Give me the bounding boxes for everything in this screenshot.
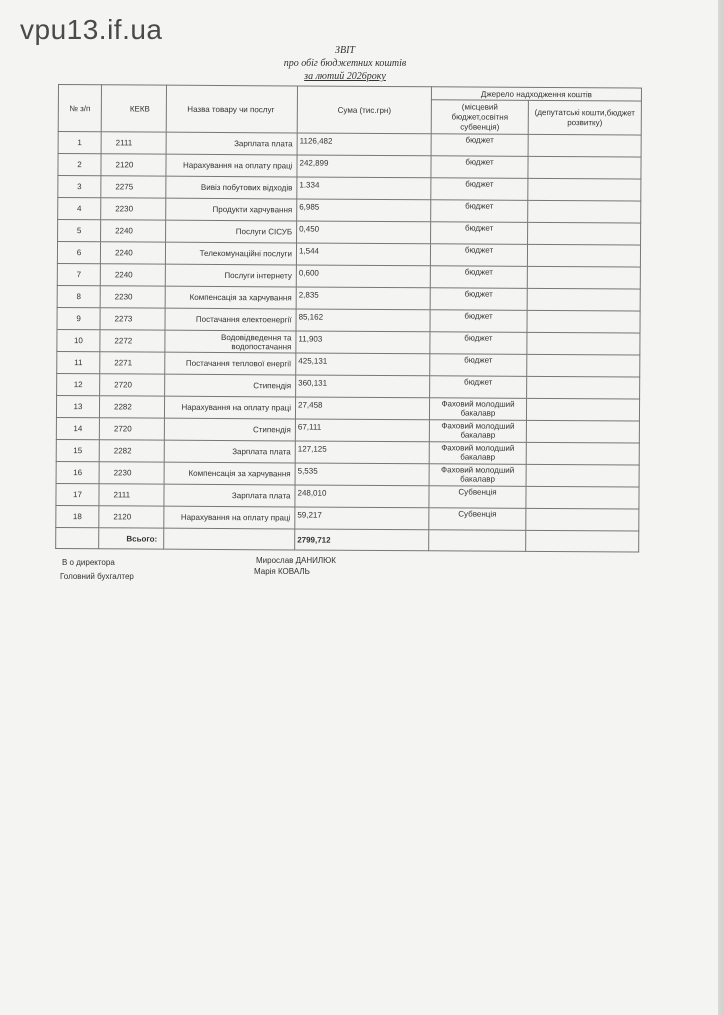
row-sum-text: 59,217 xyxy=(297,510,322,520)
row-sum xyxy=(297,177,431,200)
row-name xyxy=(164,440,295,463)
header-sum: Сума (тис.грн) xyxy=(297,86,431,134)
row-kekv-text: 2282 xyxy=(113,446,132,456)
row-name xyxy=(166,198,297,221)
row-kekv-text: 2240 xyxy=(114,248,133,258)
row-kekv xyxy=(100,374,165,396)
row-kekv xyxy=(100,242,165,264)
header-kekv: КЕКВ xyxy=(101,85,166,132)
row-kekv-text: 2272 xyxy=(114,336,133,346)
row-kekv xyxy=(100,308,165,330)
row-name-text: Нарахування на оплату праці xyxy=(182,160,293,171)
row-deputy xyxy=(526,464,639,487)
row-sum-text: 1,544 xyxy=(298,246,320,256)
row-source-text: бюджет xyxy=(465,135,494,145)
row-sum xyxy=(297,199,431,222)
row-name-text: Зарплата плата xyxy=(234,139,293,149)
row-name xyxy=(165,330,296,353)
row-kekv xyxy=(100,264,165,286)
row-name xyxy=(164,396,295,419)
row-num xyxy=(56,439,99,461)
row-source-text: бюджет xyxy=(465,179,494,189)
row-source-text: Фаховий молодший бакалавр xyxy=(441,398,515,418)
row-kekv-text: 2271 xyxy=(114,358,133,368)
row-source xyxy=(431,156,528,179)
row-source-text: бюджет xyxy=(465,157,494,167)
row-sum xyxy=(297,221,431,244)
row-sum xyxy=(296,353,430,376)
row-source-text: бюджет xyxy=(464,311,493,321)
row-deputy xyxy=(526,442,639,465)
row-num xyxy=(57,373,100,395)
row-deputy xyxy=(528,222,641,245)
row-sum-text: 85,162 xyxy=(298,312,324,322)
row-num-text: 17 xyxy=(73,490,82,500)
table-body xyxy=(56,132,641,532)
row-name xyxy=(165,286,296,309)
row-kekv xyxy=(99,462,164,484)
director-title: В о директора xyxy=(62,558,115,567)
row-name xyxy=(165,242,296,265)
total-label: Всього: xyxy=(99,528,164,549)
accountant-title: Головний бухгалтер xyxy=(60,572,134,581)
row-source xyxy=(430,288,527,311)
row-name-text: Компенсація за харчування xyxy=(189,292,292,303)
row-kekv xyxy=(101,198,166,220)
row-sum-text: 425,131 xyxy=(298,356,328,366)
row-name-text: Стипендія xyxy=(252,425,291,435)
row-deputy xyxy=(528,156,641,179)
row-deputy xyxy=(527,288,640,311)
row-name-text: Водовідведення та водопостачання xyxy=(221,332,292,351)
row-deputy xyxy=(526,420,639,443)
row-source xyxy=(429,486,526,509)
row-num-text: 3 xyxy=(77,182,82,192)
row-sum-text: 242,899 xyxy=(299,158,329,168)
row-sum xyxy=(296,265,430,288)
row-num-text: 8 xyxy=(76,292,81,302)
row-source xyxy=(430,266,527,289)
row-source xyxy=(431,134,528,157)
row-num xyxy=(58,220,101,242)
row-name-text: Компенсація за харчування xyxy=(188,468,291,479)
row-name-text: Послуги СІСУБ xyxy=(235,227,293,237)
row-source xyxy=(429,398,526,421)
row-kekv xyxy=(99,484,164,506)
row-source xyxy=(430,376,527,399)
row-kekv-text: 2282 xyxy=(114,402,132,412)
row-source-text: Фаховий молодший бакалавр xyxy=(441,464,515,484)
row-source-text: бюджет xyxy=(464,355,493,365)
row-num-text: 4 xyxy=(76,204,82,214)
row-sum-text: 6,985 xyxy=(299,202,320,212)
row-source-text: Фаховий молодший бакалавр xyxy=(441,442,515,462)
row-name xyxy=(164,462,295,485)
row-deputy xyxy=(527,376,640,399)
row-source-text: бюджет xyxy=(464,223,494,233)
row-name xyxy=(164,484,295,507)
row-sum xyxy=(295,419,429,442)
row-num xyxy=(57,242,100,264)
row-name-text: Нарахування на оплату праці xyxy=(181,402,292,413)
total-row xyxy=(56,527,639,552)
row-sum xyxy=(295,441,429,464)
row-name xyxy=(166,220,297,243)
row-num xyxy=(56,483,99,505)
row-num-text: 16 xyxy=(73,468,83,478)
row-num-text: 2 xyxy=(77,160,82,170)
row-name xyxy=(164,418,295,441)
row-name-text: Вивіз побутових відходів xyxy=(200,182,293,193)
row-deputy xyxy=(526,508,639,531)
row-sum-text: 11,903 xyxy=(298,334,323,344)
row-deputy xyxy=(527,354,640,377)
row-sum xyxy=(295,507,429,530)
row-source-text: Субвенція xyxy=(458,509,497,519)
row-num-text: 5 xyxy=(76,226,82,236)
row-source-text: бюджет xyxy=(464,333,493,343)
row-num xyxy=(58,132,101,154)
row-num-text: 15 xyxy=(73,446,83,456)
row-kekv xyxy=(99,440,164,462)
row-source xyxy=(431,178,528,201)
row-num-text: 6 xyxy=(76,248,82,258)
row-name xyxy=(165,264,296,287)
row-kekv-text: 2120 xyxy=(113,512,132,522)
row-source-text: Субвенція xyxy=(458,487,497,497)
total-empty-name xyxy=(164,528,295,550)
row-sum xyxy=(297,133,431,156)
row-sum xyxy=(295,397,429,420)
row-kekv xyxy=(100,330,165,352)
row-name-text: Постачання електоенергії xyxy=(195,314,292,325)
row-num-text: 13 xyxy=(73,402,83,412)
site-watermark: vpu13.if.ua xyxy=(20,14,163,45)
row-name xyxy=(166,154,297,177)
row-sum xyxy=(296,331,430,354)
row-kekv xyxy=(100,352,165,374)
row-source xyxy=(431,222,528,245)
row-kekv xyxy=(101,154,166,176)
row-name-text: Стипендія xyxy=(253,381,292,391)
row-source-text: бюджет xyxy=(464,289,493,299)
row-sum xyxy=(296,309,430,332)
row-source xyxy=(429,420,526,443)
row-name-text: Нарахування на оплату праці xyxy=(180,512,291,523)
row-source-text: бюджет xyxy=(464,267,494,277)
row-kekv-text: 2111 xyxy=(115,138,133,148)
row-sum xyxy=(296,243,430,266)
row-deputy xyxy=(528,200,641,223)
row-kekv-text: 2230 xyxy=(113,468,132,478)
row-name-text: Постачання теплової енергії xyxy=(185,358,292,369)
accountant-name: Марія КОВАЛЬ xyxy=(254,567,310,576)
row-source xyxy=(430,244,527,267)
total-empty-cell xyxy=(56,527,99,548)
row-num xyxy=(56,417,99,439)
row-sum-text: 27,458 xyxy=(298,400,323,410)
row-kekv-text: 2230 xyxy=(115,204,134,214)
row-num xyxy=(58,198,101,220)
row-num-text: 10 xyxy=(73,336,83,346)
page-edge xyxy=(718,0,724,1015)
title-line-2: про обіг бюджетних коштів xyxy=(283,58,407,69)
total-empty-source xyxy=(429,530,526,552)
row-deputy xyxy=(526,398,639,421)
row-num-text: 12 xyxy=(73,380,83,390)
total-sum: 2799,712 xyxy=(295,529,429,551)
row-num xyxy=(57,285,100,307)
row-kekv xyxy=(101,220,166,242)
row-source xyxy=(430,310,527,333)
row-num-text: 14 xyxy=(73,424,83,434)
row-deputy xyxy=(527,310,640,333)
row-num-text: 18 xyxy=(72,512,82,522)
row-num xyxy=(56,395,99,417)
row-sum-text: 1.334 xyxy=(299,180,320,190)
row-kekv-text: 2240 xyxy=(114,270,133,280)
row-num xyxy=(57,307,100,329)
row-source xyxy=(430,332,527,355)
row-sum-text: 0,450 xyxy=(299,224,320,234)
row-kekv xyxy=(101,176,166,198)
row-num xyxy=(58,154,101,176)
row-deputy xyxy=(526,486,639,509)
row-num xyxy=(58,176,101,198)
row-sum xyxy=(295,485,429,508)
row-name-text: Послуги інтернету xyxy=(224,271,292,281)
row-sum-text: 67,111 xyxy=(297,422,322,432)
row-num-text: 11 xyxy=(74,358,83,368)
row-num-text: 1 xyxy=(77,138,82,148)
row-kekv xyxy=(99,396,164,418)
row-source xyxy=(431,200,528,223)
row-name-text: Зарплата плата xyxy=(232,447,291,457)
row-source-text: Фаховий молодший бакалавр xyxy=(441,420,515,440)
row-name xyxy=(166,176,297,199)
row-source-text: бюджет xyxy=(465,201,494,211)
row-sum-text: 2,835 xyxy=(298,290,319,300)
row-deputy xyxy=(527,244,640,267)
row-deputy xyxy=(527,266,640,289)
row-name-text: Зарплата плата xyxy=(231,491,291,501)
row-num xyxy=(57,329,100,351)
row-kekv-text: 2230 xyxy=(114,292,133,302)
row-kekv xyxy=(99,506,164,528)
report-title xyxy=(250,44,440,83)
row-num xyxy=(56,461,99,483)
row-sum-text: 127,125 xyxy=(297,444,327,454)
row-kekv xyxy=(101,132,166,154)
report-table xyxy=(55,84,642,553)
row-kekv xyxy=(99,418,164,440)
header-num: № з/п xyxy=(58,85,101,132)
total-empty-deputy xyxy=(526,530,639,552)
row-kekv-text: 2275 xyxy=(115,182,134,192)
header-name: Назва товару чи послуг xyxy=(166,85,297,133)
header-source-deputy: (депутатські кошти,бюджет розвитку) xyxy=(528,101,641,135)
title-line-3: за лютий 2026року xyxy=(304,71,386,82)
header-source-local: (місцевий бюджет,освітня субвенція) xyxy=(431,100,528,134)
title-line-1: ЗВІТ xyxy=(335,45,355,56)
row-name xyxy=(166,132,297,155)
row-sum xyxy=(296,375,430,398)
row-kekv-text: 2273 xyxy=(114,314,133,324)
row-name-text: Продукти харчування xyxy=(212,204,293,215)
row-name xyxy=(164,506,295,529)
row-source-text: бюджет xyxy=(464,245,494,255)
row-name xyxy=(165,374,296,397)
row-source-text: бюджет xyxy=(464,377,493,387)
row-source xyxy=(429,442,526,465)
row-kekv-text: 2111 xyxy=(113,490,131,500)
row-source xyxy=(429,508,526,531)
row-num xyxy=(56,505,99,527)
row-kekv-text: 2720 xyxy=(113,424,132,434)
row-kekv-text: 2240 xyxy=(115,226,133,236)
row-sum-text: 5,535 xyxy=(297,466,318,476)
row-num xyxy=(57,351,100,373)
row-num-text: 9 xyxy=(76,314,81,324)
header-source: Джерело надходження коштів xyxy=(431,87,641,102)
row-sum-text: 0,600 xyxy=(298,268,319,278)
director-name: Мирослав ДАНИЛЮК xyxy=(256,556,336,565)
row-sum xyxy=(296,287,430,310)
row-num-text: 7 xyxy=(76,270,82,280)
row-kekv-text: 2120 xyxy=(115,160,134,170)
row-sum-text: 1126,482 xyxy=(299,136,333,146)
row-num xyxy=(57,263,100,285)
row-sum xyxy=(297,155,431,178)
row-deputy xyxy=(527,332,640,355)
row-source xyxy=(429,464,526,487)
row-deputy xyxy=(528,134,641,157)
row-kekv-text: 2720 xyxy=(114,380,132,390)
row-sum-text: 360,131 xyxy=(298,378,328,388)
row-kekv xyxy=(100,286,165,308)
row-name xyxy=(165,308,296,331)
row-name xyxy=(165,352,296,375)
row-source xyxy=(430,354,527,377)
row-sum xyxy=(295,463,429,486)
row-name-text: Телекомунаційні послуги xyxy=(199,248,292,259)
row-sum-text: 248,010 xyxy=(297,488,327,498)
row-deputy xyxy=(528,178,641,201)
